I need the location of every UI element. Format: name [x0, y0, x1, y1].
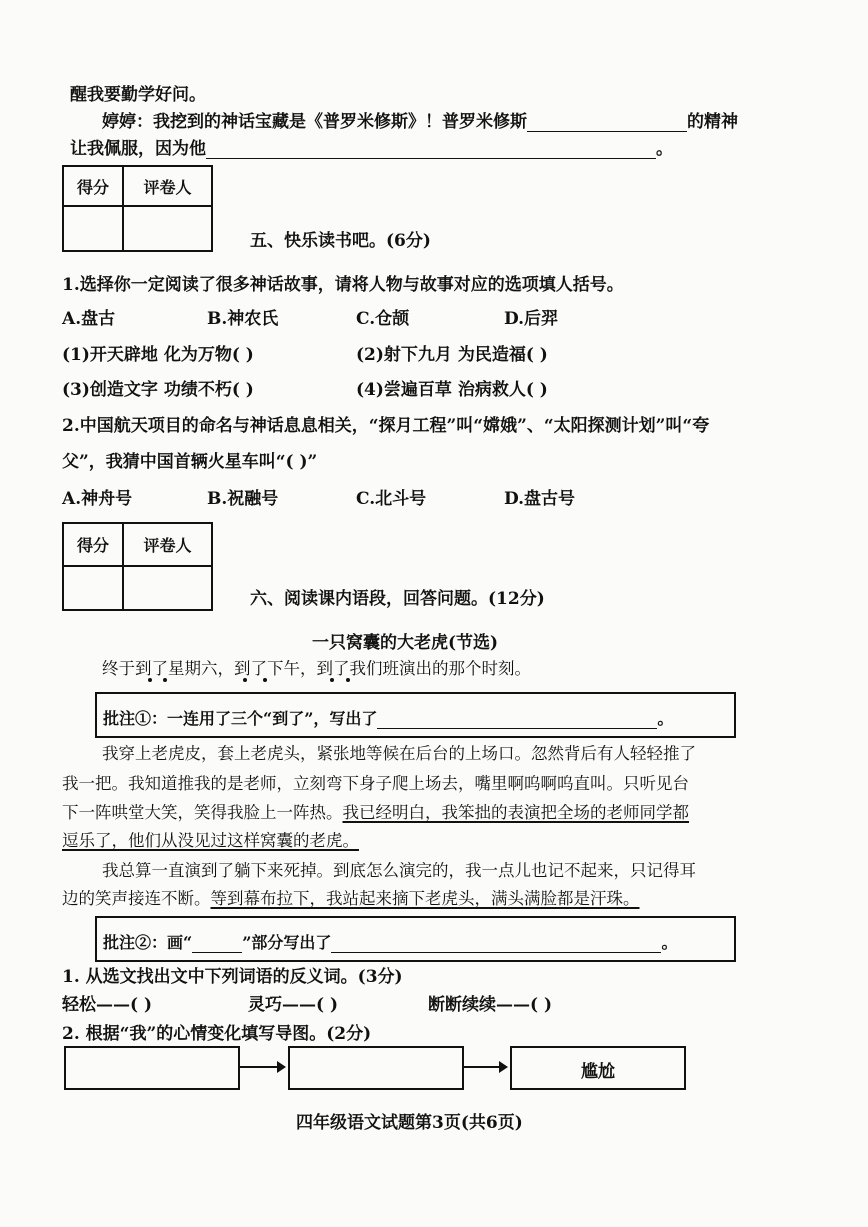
emphasis-dot [163, 678, 167, 682]
option: B.祝融号 [207, 489, 279, 509]
passage-line [62, 827, 359, 851]
answer-blank[interactable] [527, 113, 687, 132]
text: 。 [656, 139, 673, 159]
section-title: 六、阅读课内语段，回答问题。(12分) [250, 589, 545, 609]
score-box [62, 522, 213, 611]
question-text: 父”，我猜中国首辆火星车叫“( )” [62, 452, 318, 472]
antonym-item: 断断续续——( ) [428, 995, 553, 1015]
grader-cell[interactable] [123, 566, 212, 610]
emphasis-dot [148, 678, 152, 682]
option: D.盘古号 [504, 489, 576, 509]
passage-line: 我一把。我知道推我的是老师，立刻弯下身子爬上场去，嘴里啊呜啊呜直叫。只听见台 [62, 774, 689, 793]
emphasis-dot [263, 678, 267, 682]
underlined-text: 等到幕布拉下，我站起来摘下老虎头，满头满脸都是汗珠。 [210, 889, 640, 908]
antonym-item: 轻松——( ) [62, 995, 153, 1015]
question-line [102, 107, 738, 132]
answer-blank[interactable] [192, 934, 242, 953]
question-text: 1.选择你一定阅读了很多神话故事，请将人物与故事对应的选项填人括号。 [62, 275, 624, 295]
option: D.后羿 [504, 309, 559, 329]
text: 终于到了星期六，到了下午，到了我们班演出的那个时刻。 [102, 659, 531, 678]
text: 下一阵哄堂大笑，笑得我脸上一阵热。 [62, 803, 343, 822]
question-line [70, 134, 673, 159]
text: 边的笑声接连不断。 [62, 889, 211, 908]
match-item: (1)开天辟地 化为万物( ) [62, 345, 254, 365]
answer-blank[interactable] [206, 140, 656, 159]
score-cell[interactable] [63, 206, 123, 251]
score-label: 得分 [63, 166, 123, 206]
passage-line: 我总算一直演到了躺下来死掉。到底怎么演完的，我一点儿也记不起来，只记得耳 [102, 861, 696, 880]
text: 让我佩服，因为他 [70, 139, 206, 159]
grader-label: 评卷人 [123, 166, 212, 206]
text: 批注①：一连用了三个“到了”，写出了 [103, 709, 378, 728]
text-line: 醒我要勤学好问。 [70, 85, 206, 105]
option: B.神农氏 [207, 309, 279, 329]
flow-box-label: 尴尬 [581, 1062, 615, 1082]
match-item: (4)尝遍百草 治病救人( ) [356, 380, 548, 400]
annotation-label: 批注②：画“ ”部分写出了 。 [103, 933, 678, 952]
text: 婷婷：我挖到的神话宝藏是《普罗米修斯》！普罗米修斯 [102, 112, 527, 132]
passage-line: 我穿上老虎皮，套上老虎头，紧张地等候在后台的上场口。忽然背后有人轻轻推了 [102, 744, 696, 763]
score-label: 得分 [63, 523, 123, 566]
flow-box-1[interactable] [64, 1046, 240, 1090]
section-title: 五、快乐读书吧。(6分) [250, 231, 431, 251]
score-box [62, 165, 213, 252]
arrow-right-icon [462, 1066, 506, 1068]
annotation-box-2 [95, 916, 736, 962]
flow-box-3 [510, 1046, 686, 1090]
score-cell[interactable] [63, 566, 123, 610]
flow-box-2[interactable] [288, 1046, 464, 1090]
grader-label: 评卷人 [123, 523, 212, 566]
annotation-box-1 [95, 692, 736, 738]
arrow-right-icon [238, 1066, 284, 1068]
match-item: (2)射下九月 为民造福( ) [356, 345, 548, 365]
answer-blank[interactable] [377, 710, 657, 729]
emphasis-dot [330, 678, 334, 682]
passage-line [62, 885, 640, 909]
grader-cell[interactable] [123, 206, 212, 251]
passage-title: 一只窝囊的大老虎(节选) [312, 633, 499, 653]
text: ”部分写出了 [242, 933, 332, 952]
emphasis-dot [346, 678, 350, 682]
text: 的精神 [687, 112, 738, 132]
underlined-text: 逗乐了，他们从没见过这样窝囊的老虎。 [62, 831, 359, 850]
text: 批注②：画“ [103, 933, 193, 952]
option: A.神舟号 [62, 489, 133, 509]
question-text: 2. 根据“我”的心情变化填写导图。(2分) [62, 1024, 372, 1044]
question-text: 2.中国航天项目的命名与神话息息相关，“探月工程”叫“嫦娥”、“太阳探测计划”叫“夸 [62, 416, 710, 436]
underlined-text: 我已经明白，我笨拙的表演把全场的老师同学都 [342, 803, 689, 822]
question-text: 1. 从选文找出文中下列词语的反义词。(3分) [62, 967, 403, 987]
page-footer: 四年级语文试题第3页(共6页) [296, 1113, 523, 1133]
passage-line [102, 655, 531, 679]
annotation-label: 批注①：一连用了三个“到了”，写出了 。 [103, 709, 674, 728]
match-item: (3)创造文字 功绩不朽( ) [62, 380, 254, 400]
option: A.盘古 [62, 309, 116, 329]
option: C.北斗号 [356, 489, 427, 509]
antonym-item: 灵巧——( ) [248, 995, 339, 1015]
emphasis-dot [243, 678, 247, 682]
passage-line [62, 799, 689, 823]
answer-blank[interactable] [331, 934, 661, 953]
option: C.仓颉 [356, 309, 410, 329]
